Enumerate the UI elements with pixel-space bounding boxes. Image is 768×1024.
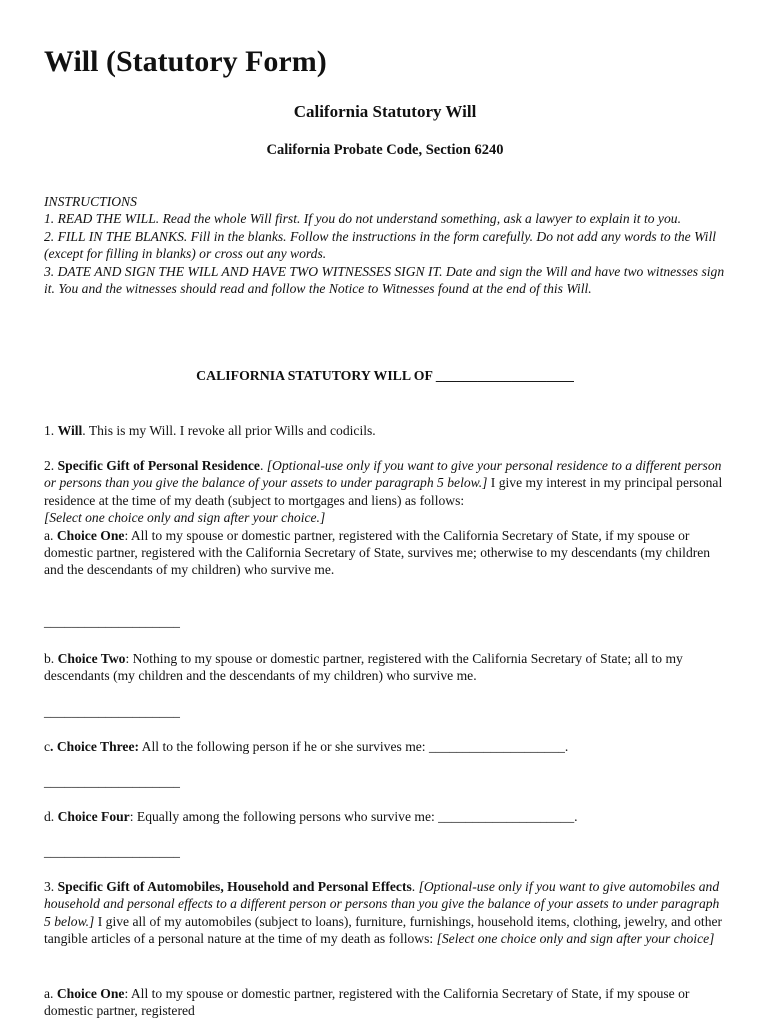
instruction-item: 1. READ THE WILL. Read the whole Will first. If you do not understand something, ask a lawyer to explain it to you. (44, 211, 681, 227)
select-instruction: [Select one choice only and sign after your choice] (436, 931, 715, 947)
choice-prefix: c (44, 739, 51, 754)
optional-instruction: [Optional-use only if you want to give your personal residence to a different person or persons than you give the balance of your assets to under paragraph 5 below.] (44, 458, 722, 491)
instruction-item: 3. DATE AND SIGN THE WILL AND HAVE TWO WITNESSES SIGN IT. Date and sign the Will and have two witnesses sign it. You and the witnesses should read and follow the Notice to Witnesses found at the end of this Will. (44, 263, 725, 297)
choice-text: : Equally among the following persons who survive me: ____________________. (129, 809, 578, 824)
signature-line-choice-four[interactable]: ____________________ (44, 844, 180, 859)
section-number: 2. (44, 458, 58, 473)
section-3-choice-one (44, 985, 726, 1020)
signature-line-choice-three[interactable]: ____________________ (44, 774, 180, 789)
choice-prefix: a. (44, 527, 57, 543)
section-text: . This is my Will. I revoke all prior Wills and codicils. (82, 423, 376, 438)
section-text: I give all of my automobiles (subject to loans), furniture, furnishings, household items, clothing, jewelry, and other tangible articles of a personal nature at the time of my death as follows: (44, 913, 723, 947)
optional-instruction: [Optional-use only if you want to give automobiles and household and personal effects to a different person or persons than you give the balance of your assets to under paragraph 5 below.] (44, 879, 720, 929)
signature-line-choice-two[interactable]: ____________________ (44, 704, 180, 719)
section-number: 1. (44, 423, 58, 438)
section-2-personal-residence (44, 457, 726, 579)
choice-prefix: b. (44, 651, 58, 666)
testator-name-line: CALIFORNIA STATUTORY WILL OF ____________________ (196, 368, 574, 383)
signature-line-choice-one[interactable]: ____________________ (44, 614, 180, 629)
probate-code-reference: California Probate Code, Section 6240 (266, 142, 504, 158)
choice-prefix: a. (44, 986, 57, 1001)
section-heading: Will (57, 423, 83, 438)
instructions-heading: INSTRUCTIONS (44, 194, 137, 209)
choice-text: All to the following person if he or she survives me: ____________________. (139, 739, 569, 754)
choice-four (44, 808, 726, 825)
section-punctuation: . (411, 879, 419, 894)
document-subtitle: California Statutory Will (293, 102, 477, 121)
section-punctuation: . (259, 458, 267, 473)
choice-text: : Nothing to my spouse or domestic partner, registered with the California Secretary of State; all to my descendants (my children and the descendants of my children) who survive me. (44, 651, 683, 684)
document-title: Will (Statutory Form) (44, 45, 327, 78)
choice-three (44, 738, 726, 755)
section-1-will (44, 422, 726, 439)
choice-label: . Choice Three: (50, 739, 140, 754)
instructions-block (44, 193, 726, 297)
choice-two (44, 650, 726, 685)
choice-label: Choice Two (57, 651, 126, 666)
choice-prefix: d. (44, 809, 58, 824)
instruction-item: 2. FILL IN THE BLANKS. Fill in the blanks. Follow the instructions in the form carefully. Do not add any words to the Will (except for filling in blanks) or cross out any words. (44, 228, 717, 262)
section-heading: Specific Gift of Automobiles, Household and Personal Effects (57, 879, 412, 894)
choice-label: Choice One (56, 986, 125, 1001)
choice-text: : All to my spouse or domestic partner, registered with the California Secretary of State, if my spouse or domestic partner, registered (44, 986, 690, 1019)
choice-one (44, 527, 726, 579)
choice-label: Choice Four (57, 809, 130, 824)
choice-text: : All to my spouse or domestic partner, registered with the California Secretary of State, if my spouse or domestic partner, registered with the California Secretary of State, survives me; otherwise to my descendants (my children and the descendants of my children) who survive me. (44, 527, 711, 578)
section-number: 3. (44, 879, 58, 894)
section-3-automobiles-personal-effects (44, 878, 726, 948)
choice-label: Choice One (56, 527, 125, 543)
section-heading: Specific Gift of Personal Residence (57, 458, 260, 473)
select-instruction: [Select one choice only and sign after your choice.] (44, 510, 326, 526)
section-text: I give my interest in my principal personal residence at the time of my death (subject to mortgages and liens) as follows: (44, 475, 723, 508)
